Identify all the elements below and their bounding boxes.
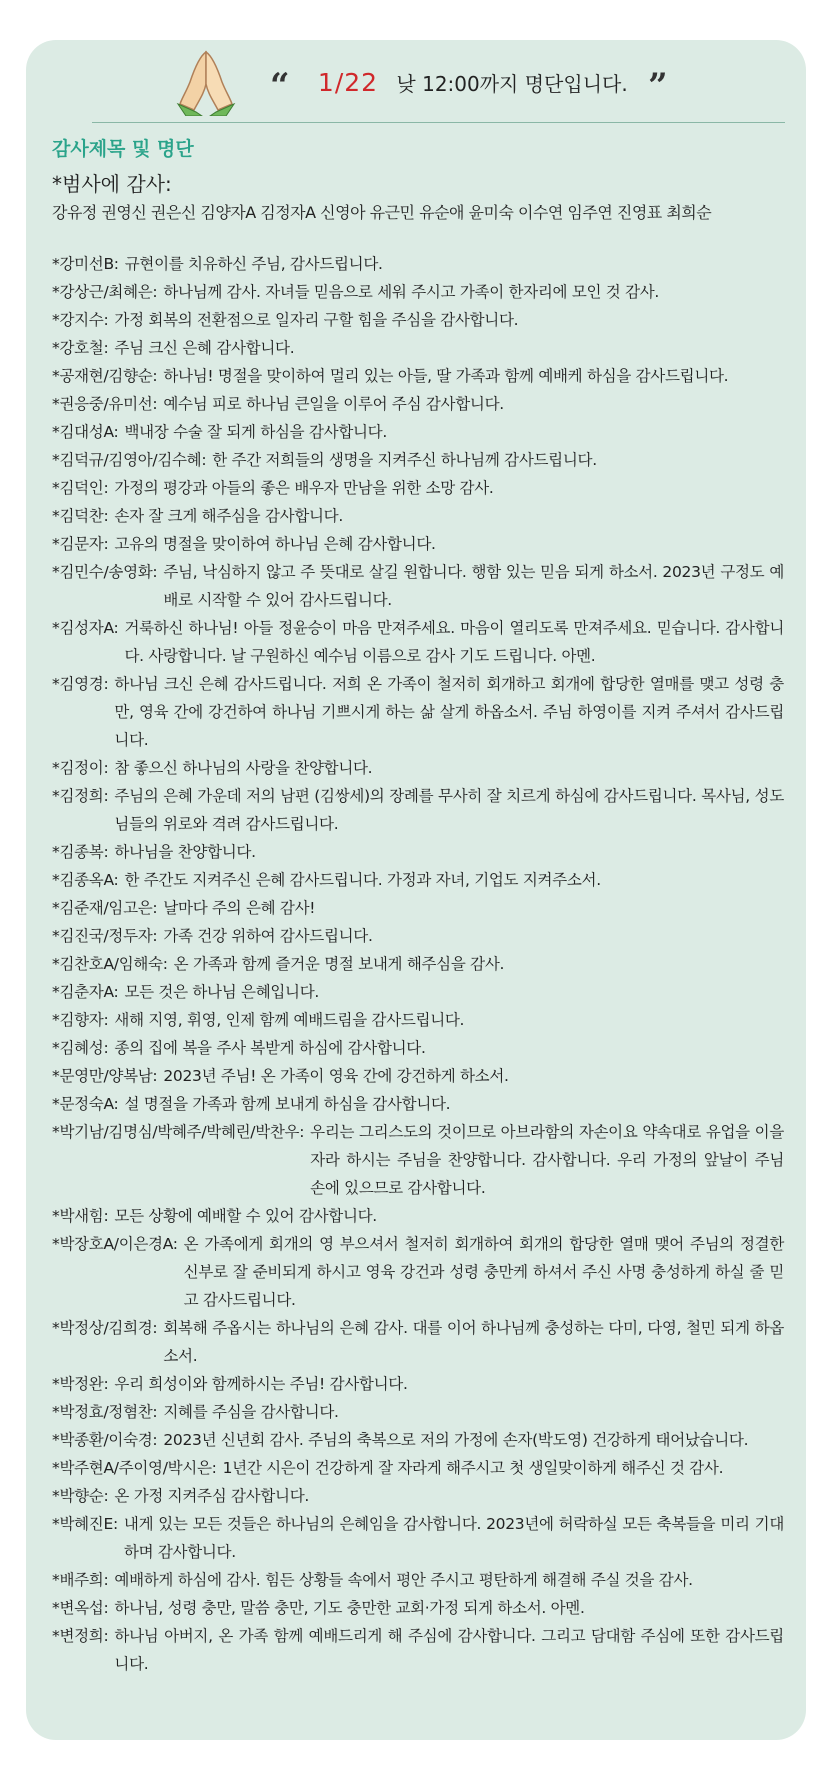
list-item [52,530,784,558]
header-text: 낮 12:00까지 명단입니다. [396,72,628,96]
list-item [52,306,784,334]
list-item [52,1426,784,1454]
list-item [52,446,784,474]
entry-name: *김대성A: [52,423,119,441]
list-item [52,362,784,390]
list-item [52,1034,784,1062]
list-item [52,1510,784,1566]
entry-name: *김성자A: [52,619,119,637]
entry-name: *박향순: [52,1487,109,1505]
entry-name: *박종환/이숙경: [52,1431,158,1449]
entry-name: *권응중/유미선: [52,395,158,413]
list-item [52,502,784,530]
list-item [52,1314,784,1370]
entry-text: 거룩하신 하나님! 아들 정윤승이 마음 만져주세요. 마음이 열리도록 만져주세요. 믿습니다. 감사합니다. 사랑합니다. 날 구원하신 예수님 이름으로 감사 기도 드립니다. 아멘. [124,619,784,665]
entry-name: *박장호A/이은경A: [52,1235,178,1253]
entry-name: *변옥섭: [52,1599,109,1617]
list-item [52,250,784,278]
list-item [52,1398,784,1426]
entry-text: 우리 희성이와 함께하시는 주님! 감사합니다. [114,1375,408,1393]
entry-text: 날마다 주의 은혜 감사! [163,899,316,917]
entry-text: 예수님 피로 하나님 큰일을 이루어 주심 감사합니다. [163,395,504,413]
entry-text: 모든 상황에 예배할 수 있어 감사합니다. [114,1207,377,1225]
entry-text: 내게 있는 모든 것들은 하나님의 은혜임을 감사합니다. 2023년에 허락하실 모든 축복들을 미리 기대하며 감사합니다. [123,1515,784,1561]
entry-name: *김덕찬: [52,507,109,525]
list-item [52,1594,784,1622]
entry-text: 1년간 시은이 건강하게 잘 자라게 해주시고 첫 생일맞이하게 해주신 것 감사. [222,1459,724,1477]
entry-name: *박기남/김명심/박혜주/박혜린/박찬우: [52,1123,305,1141]
list-item [52,894,784,922]
entry-name: *강호철: [52,339,109,357]
intro-title: *범사에 감사: [52,172,172,196]
entry-name: *박정상/김희경: [52,1319,158,1337]
list-item [52,754,784,782]
thanksgiving-list [52,250,784,1678]
entry-text: 한 주간도 지켜주신 은혜 감사드립니다. 가정과 자녀, 기업도 지켜주소서. [124,871,601,889]
entry-name: *김혜성: [52,1039,109,1057]
entry-name: *김문자: [52,535,109,553]
entry-name: *박정효/정혐찬: [52,1403,158,1421]
entry-text: 주님의 은혜 가운데 저의 남편 (김쌍세)의 장례를 무사히 잘 치르게 하심에 감사드립니다. 목사님, 성도님들의 위로와 격려 감사드립니다. [114,787,784,833]
list-item [52,1062,784,1090]
entry-text: 온 가족에게 회개의 영 부으셔서 철저히 회개하여 회개의 합당한 열매 맺어 주님의 정결한 신부로 잘 준비되게 하시고 영육 강건과 성령 충만케 하셔서 주신 사명 충성하게 하실 줄 믿고 감사드립니다. [183,1235,784,1309]
entry-name: *김찬호A/임해숙: [52,955,168,973]
entry-text: 온 가정 지켜주심 감사합니다. [114,1487,309,1505]
entry-name: *강미선B: [52,255,119,273]
list-item [52,1202,784,1230]
praying-hands-icon [176,48,236,116]
list-item [52,474,784,502]
entry-text: 주님, 낙심하지 않고 주 뜻대로 살길 원합니다. 행함 있는 믿음 되게 하소서. 2023년 구정도 예배로 시작할 수 있어 감사드립니다. [163,563,784,609]
list-item [52,1230,784,1314]
entry-name: *박새힘: [52,1207,109,1225]
entry-text: 지혜를 주심을 감사합니다. [163,1403,339,1421]
entry-name: *박주현A/주이영/박시은: [52,1459,217,1477]
entry-name: *변정희: [52,1627,109,1645]
entry-text: 한 주간 저희들의 생명을 지켜주신 하나님께 감사드립니다. [212,451,597,469]
entry-text: 하나님께 감사. 자녀들 믿음으로 세워 주시고 가족이 한자리에 모인 것 감사. [163,283,660,301]
entry-text: 회복해 주옵시는 하나님의 은혜 감사. 대를 이어 하나님께 충성하는 다미, 다영, 철민 되게 하옵소서. [163,1319,784,1365]
entry-text: 주님 크신 은혜 감사합니다. [114,339,295,357]
list-item [52,1454,784,1482]
entry-text: 우리는 그리스도의 것이므로 아브라함의 자손이요 약속대로 유업을 이을 자라 하시는 주님을 찬양합니다. 감사합니다. 우리 가정의 앞날이 주님 손에 있으므로 감사합니다. [310,1123,784,1197]
entry-name: *문정숙A: [52,1095,119,1113]
list-item [52,922,784,950]
list-item [52,1118,784,1202]
entry-name: *김진국/정두자: [52,927,158,945]
entry-text: 참 좋으신 하나님의 사랑을 찬양합니다. [114,759,373,777]
section-title: 감사제목 및 명단 [52,138,194,160]
list-item [52,1370,784,1398]
list-item [52,614,784,670]
entry-name: *김덕규/김영아/김수혜: [52,451,207,469]
intro-names: 강유정 권영신 권은신 김양자A 김정자A 신영아 유근민 유순애 윤미숙 이수연 임주연 진영표 최희순 [52,203,712,222]
entry-name: *김춘자A: [52,983,119,1001]
entry-text: 하나님! 명절을 맞이하여 멀리 있는 아들, 딸 가족과 함께 예배케 하심을 감사드립니다. [163,367,729,385]
entry-text: 규현이를 치유하신 주님, 감사드립니다. [124,255,383,273]
list-item [52,1622,784,1678]
entry-text: 모든 것은 하나님 은혜입니다. [124,983,320,1001]
entry-name: *김정이: [52,759,109,777]
entry-name: *박혜진E: [52,1515,118,1533]
list-item [52,334,784,362]
entry-text: 하나님 아버지, 온 가족 함께 예배드리게 해 주심에 감사합니다. 그리고 담대함 주심에 또한 감사드립니다. [114,1627,784,1673]
entry-text: 설 명절을 가족과 함께 보내게 하심을 감사합니다. [124,1095,451,1113]
entry-name: *박정완: [52,1375,109,1393]
entry-text: 하나님을 찬양합니다. [114,843,256,861]
entry-name: *공재현/김향순: [52,367,158,385]
list-item [52,838,784,866]
entry-name: *김정희: [52,787,109,805]
entry-name: *김준재/임고은: [52,899,158,917]
header-divider [92,122,785,123]
entry-name: *강지수: [52,311,109,329]
entry-name: *강상근/최혜은: [52,283,158,301]
entry-text: 가족 건강 위하여 감사드립니다. [163,927,373,945]
entry-name: *김민수/송영화: [52,563,158,581]
list-item [52,782,784,838]
entry-text: 손자 잘 크게 해주심을 감사합니다. [114,507,343,525]
entry-text: 새해 지영, 휘영, 인제 함께 예배드림을 감사드립니다. [114,1011,465,1029]
list-item [52,1566,784,1594]
entry-name: *배주희: [52,1571,109,1589]
entry-name: *문영만/양복남: [52,1067,158,1085]
list-item [52,1482,784,1510]
header [270,66,668,106]
entry-text: 고유의 명절을 맞이하여 하나님 은혜 감사합니다. [114,535,436,553]
list-item [52,950,784,978]
list-item [52,978,784,1006]
entry-name: *김덕인: [52,479,109,497]
entry-text: 온 가족과 함께 즐거운 명절 보내게 해주심을 감사. [173,955,505,973]
entry-text: 종의 집에 복을 주사 복받게 하심에 감사합니다. [114,1039,426,1057]
open-quote: “ [270,66,290,106]
entry-name: *김향자: [52,1011,109,1029]
entry-text: 백내장 수술 잘 되게 하심을 감사합니다. [124,423,387,441]
list-item [52,558,784,614]
entry-text: 예배하게 하심에 감사. 힘든 상황들 속에서 평안 주시고 평탄하게 해결해 주실 것을 감사. [114,1571,693,1589]
list-item [52,1090,784,1118]
list-item [52,670,784,754]
list-item [52,390,784,418]
entry-name: *김종복: [52,843,109,861]
entry-text: 가정 회복의 전환점으로 일자리 구할 힘을 주심을 감사합니다. [114,311,519,329]
entry-text: 2023년 주님! 온 가족이 영육 간에 강건하게 하소서. [163,1067,509,1085]
entry-text: 하나님 크신 은혜 감사드립니다. 저희 온 가족이 철저히 회개하고 회개에 합당한 열매를 맺고 성령 충만, 영육 간에 강건하여 하나님 기쁘시게 하는 삶 살게 하옵소서. 주님 하영이를 지켜 주셔서 감사드립니다. [114,675,784,749]
list-item [52,866,784,894]
list-item [52,1006,784,1034]
entry-text: 2023년 신년회 감사. 주님의 축복으로 저의 가정에 손자(박도영) 건강하게 태어났습니다. [163,1431,749,1449]
list-item [52,278,784,306]
header-date: 1/22 [317,68,379,97]
entry-name: *김종옥A: [52,871,119,889]
entry-name: *김영경: [52,675,109,693]
close-quote: ” [648,66,668,106]
entry-text: 가정의 평강과 아들의 좋은 배우자 만남을 위한 소망 감사. [114,479,494,497]
list-item [52,418,784,446]
entry-text: 하나님, 성령 충만, 말씀 충만, 기도 충만한 교회·가정 되게 하소서. 아멘. [114,1599,585,1617]
